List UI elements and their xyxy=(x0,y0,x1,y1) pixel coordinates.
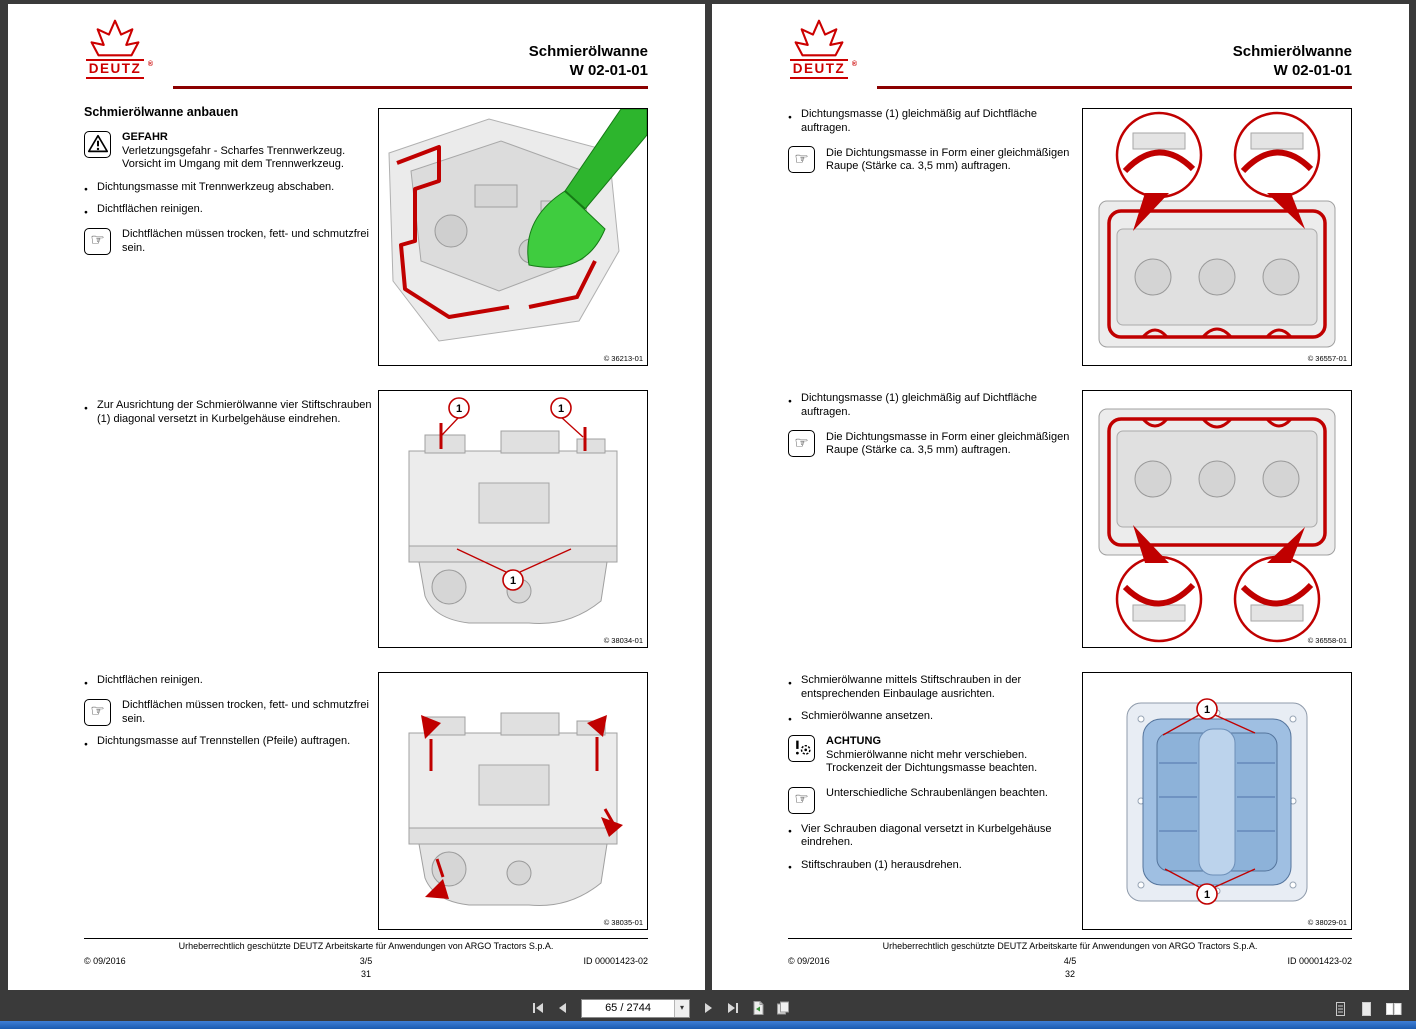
work-card-title: Schmierölwanne xyxy=(1232,43,1352,60)
instruction-bullet: ● Stiftschrauben (1) herausdrehen. xyxy=(788,859,1076,873)
header-rule xyxy=(173,86,648,89)
figure-credit: © 38034-01 xyxy=(603,636,643,645)
taskbar-edge xyxy=(0,1021,1416,1029)
page-header xyxy=(1233,42,1352,80)
instruction-bullet: ● Schmierölwanne mittels Stiftschrauben in der entsprechenden Einbaulage ausrichten. xyxy=(788,674,1076,701)
footer-date: © 09/2016 xyxy=(84,956,126,966)
last-page-button[interactable] xyxy=(723,998,743,1018)
footer-sheet: 3/5 xyxy=(359,956,373,966)
page-with-arrow-icon xyxy=(750,1000,766,1016)
previous-page-button[interactable] xyxy=(553,998,573,1018)
page-navigation-group xyxy=(528,998,793,1018)
deutz-wordmark-text: DEUTZ xyxy=(792,61,846,76)
continuous-view-icon xyxy=(1333,1001,1348,1017)
note-block xyxy=(788,787,1076,814)
caution-title: ACHTUNG xyxy=(826,735,881,747)
note-text: Unterschiedliche Schraubenlängen beachten. xyxy=(826,787,1048,799)
engine-sealant-illustration xyxy=(379,673,647,929)
figure-oil-pan xyxy=(1082,672,1352,930)
first-page-icon xyxy=(530,1000,546,1016)
text-block-3 xyxy=(84,672,372,749)
instruction-bullet: ● Dichtungsmasse auf Trennstellen (Pfeile) auftragen. xyxy=(84,735,372,749)
deutz-logo-icon xyxy=(793,18,845,58)
footer-date: © 09/2016 xyxy=(788,956,830,966)
copyright-line: Urheberrechtlich geschützte DEUTZ Arbeitskarte für Anwendungen von ARGO Tractors S.p.A. xyxy=(84,938,648,951)
figure-sealant-bead-bottom xyxy=(1082,390,1352,648)
single-page-view-icon xyxy=(1359,1001,1374,1017)
text-block-2 xyxy=(788,390,1076,458)
figure-stud-alignment xyxy=(378,390,648,648)
note-block xyxy=(788,146,1076,174)
previous-page-icon xyxy=(555,1000,571,1016)
figure-sealant-bead-top xyxy=(1082,108,1352,366)
pointing-hand-icon: ☞ xyxy=(788,430,815,457)
deutz-wordmark xyxy=(790,59,857,79)
single-page-view-button[interactable] xyxy=(1357,999,1376,1019)
deutz-logo xyxy=(790,18,857,79)
footer-page-number: 32 xyxy=(1064,969,1075,979)
engine-scraper-illustration xyxy=(379,109,647,365)
copyright-line: Urheberrechtlich geschützte DEUTZ Arbeitskarte für Anwendungen von ARGO Tractors S.p.A. xyxy=(788,938,1352,951)
text-block-1 xyxy=(788,106,1076,174)
continuous-view-button[interactable] xyxy=(1331,999,1350,1019)
registered-trademark-symbol: ® xyxy=(851,61,857,68)
footer-id: ID 00001423-02 xyxy=(1287,956,1352,966)
footer-sheet: 4/5 xyxy=(1063,956,1077,966)
last-page-icon xyxy=(725,1000,741,1016)
warning-triangle-icon xyxy=(84,131,111,158)
registered-trademark-symbol: ® xyxy=(147,61,153,68)
instruction-bullet: ● Schmierölwanne ansetzen. xyxy=(788,710,1076,724)
page-footer xyxy=(84,938,648,979)
manual-page-31 xyxy=(8,4,705,990)
figure-sealant-points xyxy=(378,672,648,930)
manual-page-32 xyxy=(712,4,1409,990)
figure-credit: © 36213-01 xyxy=(603,354,643,363)
danger-text: Verletzungsgefahr - Scharfes Trennwerkzeug. Vorsicht im Umgang mit dem Trennwerkzeug. xyxy=(122,144,346,170)
svg-text:1: 1 xyxy=(557,403,565,415)
deutz-wordmark-text: DEUTZ xyxy=(88,61,142,76)
section-heading: Schmierölwanne anbauen xyxy=(84,105,239,119)
page-number-input[interactable] xyxy=(582,1000,674,1017)
note-text: Dichtflächen müssen trocken, fett- und schmutzfrei sein. xyxy=(122,228,369,254)
figure-credit: © 36557-01 xyxy=(1307,354,1347,363)
svg-text:1: 1 xyxy=(1203,704,1211,716)
page-header xyxy=(529,42,648,80)
caution-text: Schmierölwanne nicht mehr verschieben. Trockenzeit der Dichtungsmasse beachten. xyxy=(826,748,1038,774)
page-footer xyxy=(788,938,1352,979)
page-number-field xyxy=(581,999,690,1018)
figure-credit: © 38035-01 xyxy=(603,918,643,927)
svg-text:1: 1 xyxy=(1203,889,1211,901)
danger-title: GEFAHR xyxy=(122,131,168,143)
instruction-bullet: ● Dichtflächen reinigen. xyxy=(84,203,372,217)
note-text: Die Dichtungsmasse in Form einer gleichmäßigen Raupe (Stärke ca. 3,5 mm) auftragen. xyxy=(826,430,1070,456)
work-card-code: W 02-01-01 xyxy=(569,62,648,79)
danger-block xyxy=(84,131,372,172)
note-block xyxy=(788,430,1076,458)
next-page-icon xyxy=(700,1000,716,1016)
oil-pan-illustration xyxy=(1083,673,1351,929)
instruction-bullet: ● Dichtungsmasse mit Trennwerkzeug abschaben. xyxy=(84,181,372,195)
figure-gasket-scraping xyxy=(378,108,648,366)
deutz-logo xyxy=(86,18,153,79)
instruction-bullet: ● Dichtungsmasse (1) gleichmäßig auf Dichtfläche auftragen. xyxy=(788,108,1076,135)
instruction-bullet: ● Dichtflächen reinigen. xyxy=(84,674,372,688)
page-input-dropdown-button[interactable] xyxy=(674,1000,689,1017)
pointing-hand-icon: ☞ xyxy=(788,146,815,173)
text-block-1 xyxy=(84,106,372,255)
page-layout-group xyxy=(1331,999,1405,1019)
footer-page-number: 31 xyxy=(360,969,371,979)
next-view-button[interactable] xyxy=(773,998,793,1018)
caution-gear-icon xyxy=(788,735,815,762)
note-text: Die Dichtungsmasse in Form einer gleichmäßigen Raupe (Stärke ca. 3,5 mm) auftragen. xyxy=(826,146,1070,172)
facing-pages-view-icon xyxy=(1385,1001,1403,1017)
viewer-toolbar xyxy=(0,996,1416,1021)
previous-view-button[interactable] xyxy=(748,998,768,1018)
first-page-button[interactable] xyxy=(528,998,548,1018)
instruction-bullet: ● Zur Ausrichtung der Schmierölwanne vier Stiftschrauben (1) diagonal versetzt in Kurbelgehäuse eindrehen. xyxy=(84,399,372,426)
pointing-hand-icon: ☞ xyxy=(84,228,111,255)
pointing-hand-icon: ☞ xyxy=(84,699,111,726)
deutz-wordmark xyxy=(86,59,153,79)
facing-pages-view-button[interactable] xyxy=(1383,999,1405,1019)
text-block-3 xyxy=(788,672,1076,872)
note-block xyxy=(84,228,372,256)
note-text: Dichtflächen müssen trocken, fett- und schmutzfrei sein. xyxy=(122,699,369,725)
figure-credit: © 38029-01 xyxy=(1307,918,1347,927)
deutz-logo-icon xyxy=(89,18,141,58)
pointing-hand-icon: ☞ xyxy=(788,787,815,814)
svg-text:1: 1 xyxy=(455,403,463,415)
figure-credit: © 36558-01 xyxy=(1307,636,1347,645)
sealant-bead-illustration xyxy=(1083,391,1351,647)
work-card-title: Schmierölwanne xyxy=(528,43,648,60)
note-block xyxy=(84,699,372,727)
work-card-code: W 02-01-01 xyxy=(1273,62,1352,79)
svg-text:1: 1 xyxy=(509,575,517,587)
text-block-2 xyxy=(84,390,372,426)
engine-stud-illustration xyxy=(379,391,647,647)
next-page-button[interactable] xyxy=(698,998,718,1018)
caution-block xyxy=(788,735,1076,776)
footer-id: ID 00001423-02 xyxy=(583,956,648,966)
overlapping-pages-icon xyxy=(775,1000,791,1016)
instruction-bullet: ● Dichtungsmasse (1) gleichmäßig auf Dichtfläche auftragen. xyxy=(788,392,1076,419)
sealant-bead-illustration xyxy=(1083,109,1351,365)
chevron-down-icon: ▾ xyxy=(679,1003,684,1012)
instruction-bullet: ● Vier Schrauben diagonal versetzt in Kurbelgehäuse eindrehen. xyxy=(788,823,1076,850)
header-rule xyxy=(877,86,1352,89)
